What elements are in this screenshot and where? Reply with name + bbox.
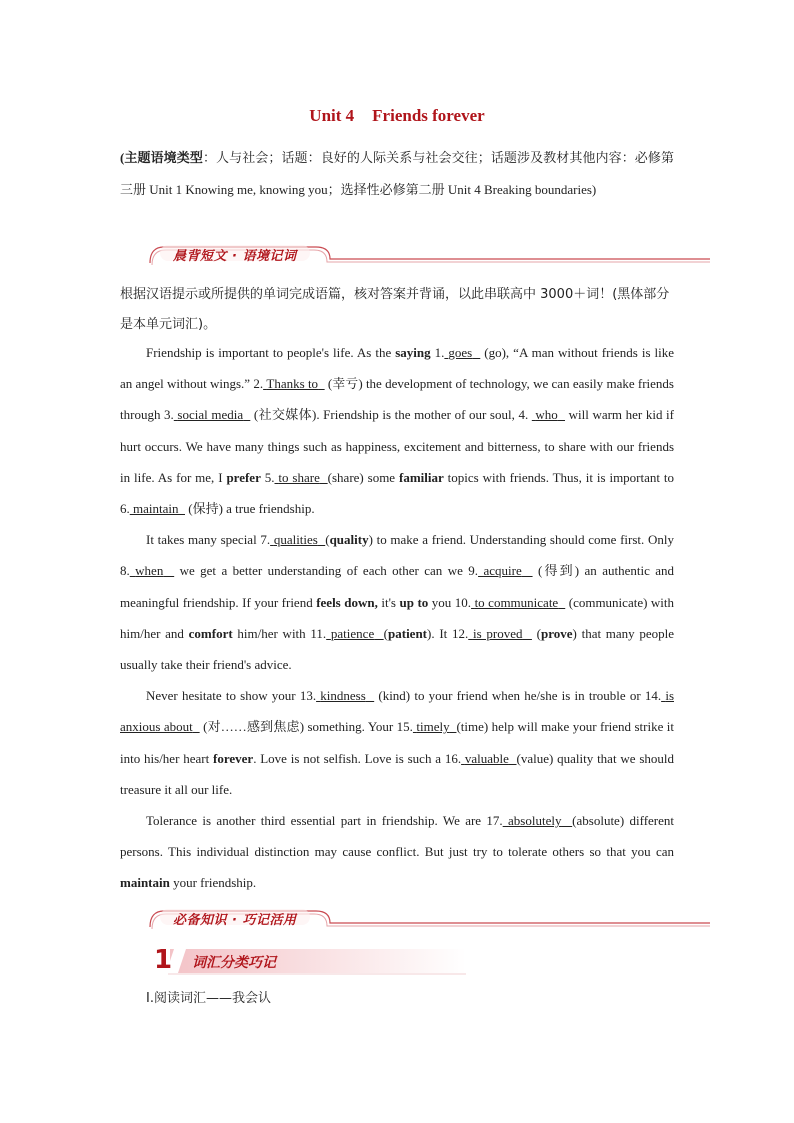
vocabulary-section-heading <box>146 947 466 975</box>
text-run: him/her with 11. <box>232 625 327 641</box>
answer-blank: who <box>535 407 558 423</box>
answer-blank: timely <box>416 719 450 735</box>
passage-paragraph-1 <box>120 337 674 524</box>
answer-blank: Thanks to <box>266 376 319 392</box>
bold-word: feels down, <box>316 594 378 610</box>
text-run: ( <box>325 532 330 548</box>
bold-word: comfort <box>188 625 233 641</box>
bold-word: patient <box>388 625 428 641</box>
answer-blank: kindness <box>320 688 366 704</box>
text-run: it's <box>377 594 400 610</box>
bold-word: familiar <box>398 469 444 485</box>
bold-word: maintain <box>120 875 170 891</box>
section-banner-essential-knowledge <box>146 907 710 929</box>
text-run: ) that many people usually take their friend's advice. <box>120 625 675 673</box>
text-run: 5. <box>260 469 275 485</box>
answer-blank: is anxious about <box>120 688 674 735</box>
banner-label: 晨背短文 · 语境记词 <box>173 249 297 264</box>
text-run: (得到) an authentic and meaningful friendship. If your friend <box>120 563 675 610</box>
bold-word: saying <box>395 345 431 360</box>
answer-blank: patience <box>330 625 375 641</box>
answer-blank: maintain <box>133 501 179 517</box>
text-run: (go), “A man without friends is like an angel without wings.” 2. <box>120 345 675 392</box>
unit-number: Unit 4 <box>309 106 355 125</box>
text-run: ( <box>531 625 541 641</box>
bold-word: quality <box>329 532 369 548</box>
text-run: 1. <box>430 345 445 360</box>
text-run: we get a better understanding of each other can we 9. <box>174 563 479 579</box>
text-run: Friendship is important to people's life. As the <box>146 345 396 360</box>
text-run: (幸亏) the development of technology, we can easily make friends through 3. <box>120 376 674 423</box>
bold-word: forever <box>213 750 254 766</box>
answer-blank: to communicate <box>474 594 559 610</box>
text-run: ) to make a friend. Understanding should come first. Only 8. <box>120 532 674 579</box>
text-run: your friendship. <box>169 875 257 891</box>
answer-blank: valuable <box>464 750 509 766</box>
passage-paragraph-4 <box>120 805 674 899</box>
bold-word: prefer <box>226 469 261 485</box>
text-run: (time) help will make your friend strike it into his/her heart <box>120 719 675 766</box>
answer-blank: is proved <box>472 625 523 641</box>
banner-label: 必备知识 · 巧记活用 <box>173 913 297 928</box>
answer-blank: absolutely <box>508 813 562 829</box>
reading-passage <box>120 337 674 899</box>
text-run: ). It 12. <box>427 625 469 641</box>
bold-word: prove <box>540 625 573 641</box>
passage-paragraph-3 <box>120 680 674 805</box>
bold-word: up to <box>399 594 429 610</box>
text-run: Tolerance is another third essential part in friendship. We are 17. <box>146 813 503 829</box>
intro-label: (主题语境类型 <box>120 150 203 165</box>
text-run: (value) quality that we should treasure it all our life. <box>120 750 674 797</box>
text-run: (对……感到焦虑) something. Your 15. <box>199 719 413 735</box>
reading-vocabulary-subheading: Ⅰ.阅读词汇——我会认 <box>146 991 271 1006</box>
answer-blank: to share <box>278 469 320 485</box>
text-run: . Love is not selfish. Love is such a 16. <box>253 750 462 766</box>
text-run: (share) some <box>327 469 399 485</box>
passage-paragraph-2 <box>120 524 674 680</box>
section-number: 1 <box>154 945 173 975</box>
section-banner-morning-reading <box>146 243 710 265</box>
text-run: (absolute) different persons. This individual distinction may cause conflict. But just try to tolerate others so that you can <box>120 813 675 860</box>
answer-blank: goes <box>448 345 473 360</box>
text-run: (kind) to your friend when he/she is in trouble or 14. <box>374 688 662 704</box>
text-run: will warm her kid if hurt occurs. We have many things such as happiness, excitement and bitterness, to share with our friends in life. As for me, I <box>120 407 674 485</box>
answer-blank: social media <box>177 407 244 423</box>
theme-context-intro <box>120 142 674 205</box>
text-run: (保持) a true friendship. <box>185 501 315 517</box>
answer-blank: when <box>135 563 164 579</box>
text-run: ( <box>383 625 389 641</box>
text-run: you 10. <box>428 594 472 610</box>
intro-text: ：人与社会；话题：良好的人际关系与社会交往；话题涉及教材其他内容：必修第三册 Unit 1 Knowing me, knowing you；选择性必修第二册 Unit 4 Breaking boundaries) <box>120 150 674 197</box>
instruction-text: 根据汉语提示或所提供的单词完成语篇，核对答案并背诵，以此串联高中 3000＋词！(黑体部分是本单元词汇)。 <box>120 287 670 332</box>
text-run: (communicate) with him/her and <box>120 594 675 641</box>
answer-blank: acquire <box>483 563 522 579</box>
text-run: (社交媒体). Friendship is the mother of our soul, 4. <box>250 407 532 423</box>
section-label: 词汇分类巧记 <box>192 955 276 971</box>
unit-title <box>0 106 794 126</box>
text-run: topics with friends. Thus, it is important to 6. <box>120 469 675 517</box>
answer-blank: qualities <box>273 532 318 548</box>
unit-name: Friends forever <box>372 106 485 125</box>
text-run: Never hesitate to show your 13. <box>146 688 317 704</box>
text-run: It takes many special 7. <box>146 532 271 548</box>
